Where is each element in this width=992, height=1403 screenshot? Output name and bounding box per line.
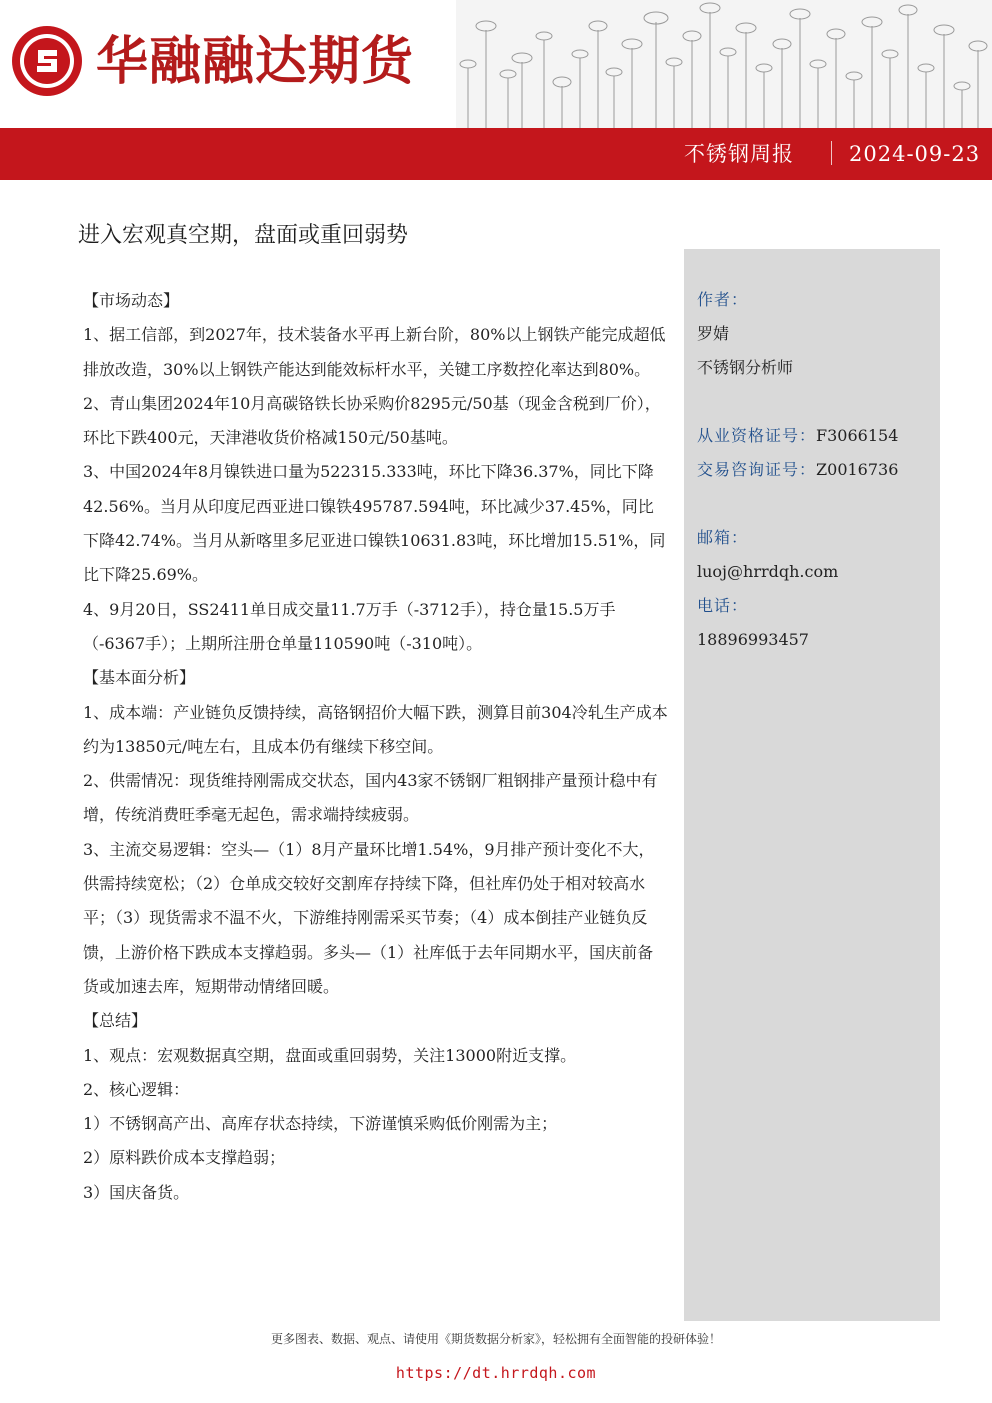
qualification-line [697, 423, 898, 449]
header-separator [831, 141, 832, 165]
decorative-pattern [456, 0, 992, 128]
section-heading: 【市场动态】 [83, 291, 180, 310]
email-label: 邮箱： [697, 528, 749, 547]
author-label: 作者： [697, 290, 749, 309]
header-red-bar [0, 128, 992, 180]
author-sidebar [684, 249, 940, 1321]
report-type: 不锈钢周报 [684, 142, 794, 166]
qualification-number: F3066154 [816, 426, 899, 445]
paragraph: 1）不锈钢高产出、高库存状态持续，下游谨慎采购低价刚需为主； [83, 1114, 558, 1134]
qualification-label: 从业资格证号： [697, 426, 817, 445]
report-header [0, 0, 992, 128]
report-date: 2024-09-23 [849, 142, 981, 166]
author-name: 罗婧 [697, 324, 730, 343]
section-heading: 【总结】 [83, 1011, 148, 1031]
paragraph: 3、主流交易逻辑：空头—（1）8月产量环比增1.54%，9月排产预计变化不大，供需持续宽松；（2）仓单成交较好交割库存持续下降，但社库仍处于相对较高水平；（3）现货需求不温不火，下游维持刚需采买节奏；（4）成本倒挂产业链负反馈，上游价格下跌成本支撑趋弱。多头—（1）社库低于去年同期水平，国庆前备货或加速去库，短期带动情绪回暖。 [83, 839, 655, 996]
paragraph: 3）国庆备货。 [83, 1182, 190, 1202]
phone-value: 18896993457 [697, 630, 809, 649]
brand-name: 华融融达期货 [96, 32, 415, 92]
author-title: 不锈钢分析师 [697, 358, 794, 377]
consult-label: 交易咨询证号： [697, 460, 817, 479]
footer-note: 更多图表、数据、观点、请使用《期货数据分析家》，轻松拥有全面智能的投研体验！ [270, 1332, 721, 1346]
paragraph: 2、青山集团2024年10月高碳铬铁长协采购价8295元/50基（现金含税到厂价），环比下跌400元，天津港收货价格减150元/50基吨。 [83, 393, 661, 448]
section-market [83, 284, 669, 661]
section-summary [83, 1004, 669, 1210]
footer-link[interactable]: https://dt.hrrdqh.com [395, 1364, 597, 1382]
report-title: 进入宏观真空期，盘面或重回弱势 [78, 223, 409, 248]
main-content [83, 284, 669, 1210]
paragraph: 1、成本端：产业链负反馈持续，高铬钢招价大幅下跌，测算目前304冷轧生产成本约为13850元/吨左右，且成本仍有继续下移空间。 [83, 702, 668, 756]
huarong-logo-icon [10, 24, 84, 98]
consult-number: Z0016736 [816, 460, 899, 479]
email-value[interactable]: luoj@hrrdqh.com [697, 562, 839, 581]
section-fundamentals [83, 661, 669, 1004]
consult-line [697, 457, 898, 483]
paragraph: 2、核心逻辑： [83, 1079, 190, 1099]
phone-label: 电话： [697, 596, 749, 615]
paragraph: 1、观点：宏观数据真空期，盘面或重回弱势，关注13000附近支撑。 [83, 1045, 577, 1065]
paragraph: 2）原料跌价成本支撑趋弱； [83, 1148, 286, 1168]
paragraph: 2、供需情况：现货维持刚需成交状态，国内43家不锈钢厂粗钢排产量预计稳中有增，传统消费旺季毫无起色，需求端持续疲弱。 [83, 771, 658, 825]
paragraph: 3、中国2024年8月镍铁进口量为522315.333吨，环比下降36.37%，同比下降42.56%。当月从印度尼西亚进口镍铁495787.594吨，环比减少37.45%，同比下降42.74%。当月从新喀里多尼亚进口镍铁10631.83吨，环比增加15.51%，同比下降25.69%。 [83, 462, 666, 585]
paragraph: 4、9月20日，SS2411单日成交量11.7万手（-3712手），持仓量15.5万手（-6367手）；上期所注册仓单量110590吨（-310吨）。 [83, 599, 616, 653]
paragraph: 1、据工信部，到2027年，技术装备水平再上新台阶，80%以上钢铁产能完成超低排放改造，30%以上钢铁产能达到能效标杆水平，关键工序数控化率达到80%。 [83, 325, 666, 379]
section-heading: 【基本面分析】 [83, 668, 196, 688]
